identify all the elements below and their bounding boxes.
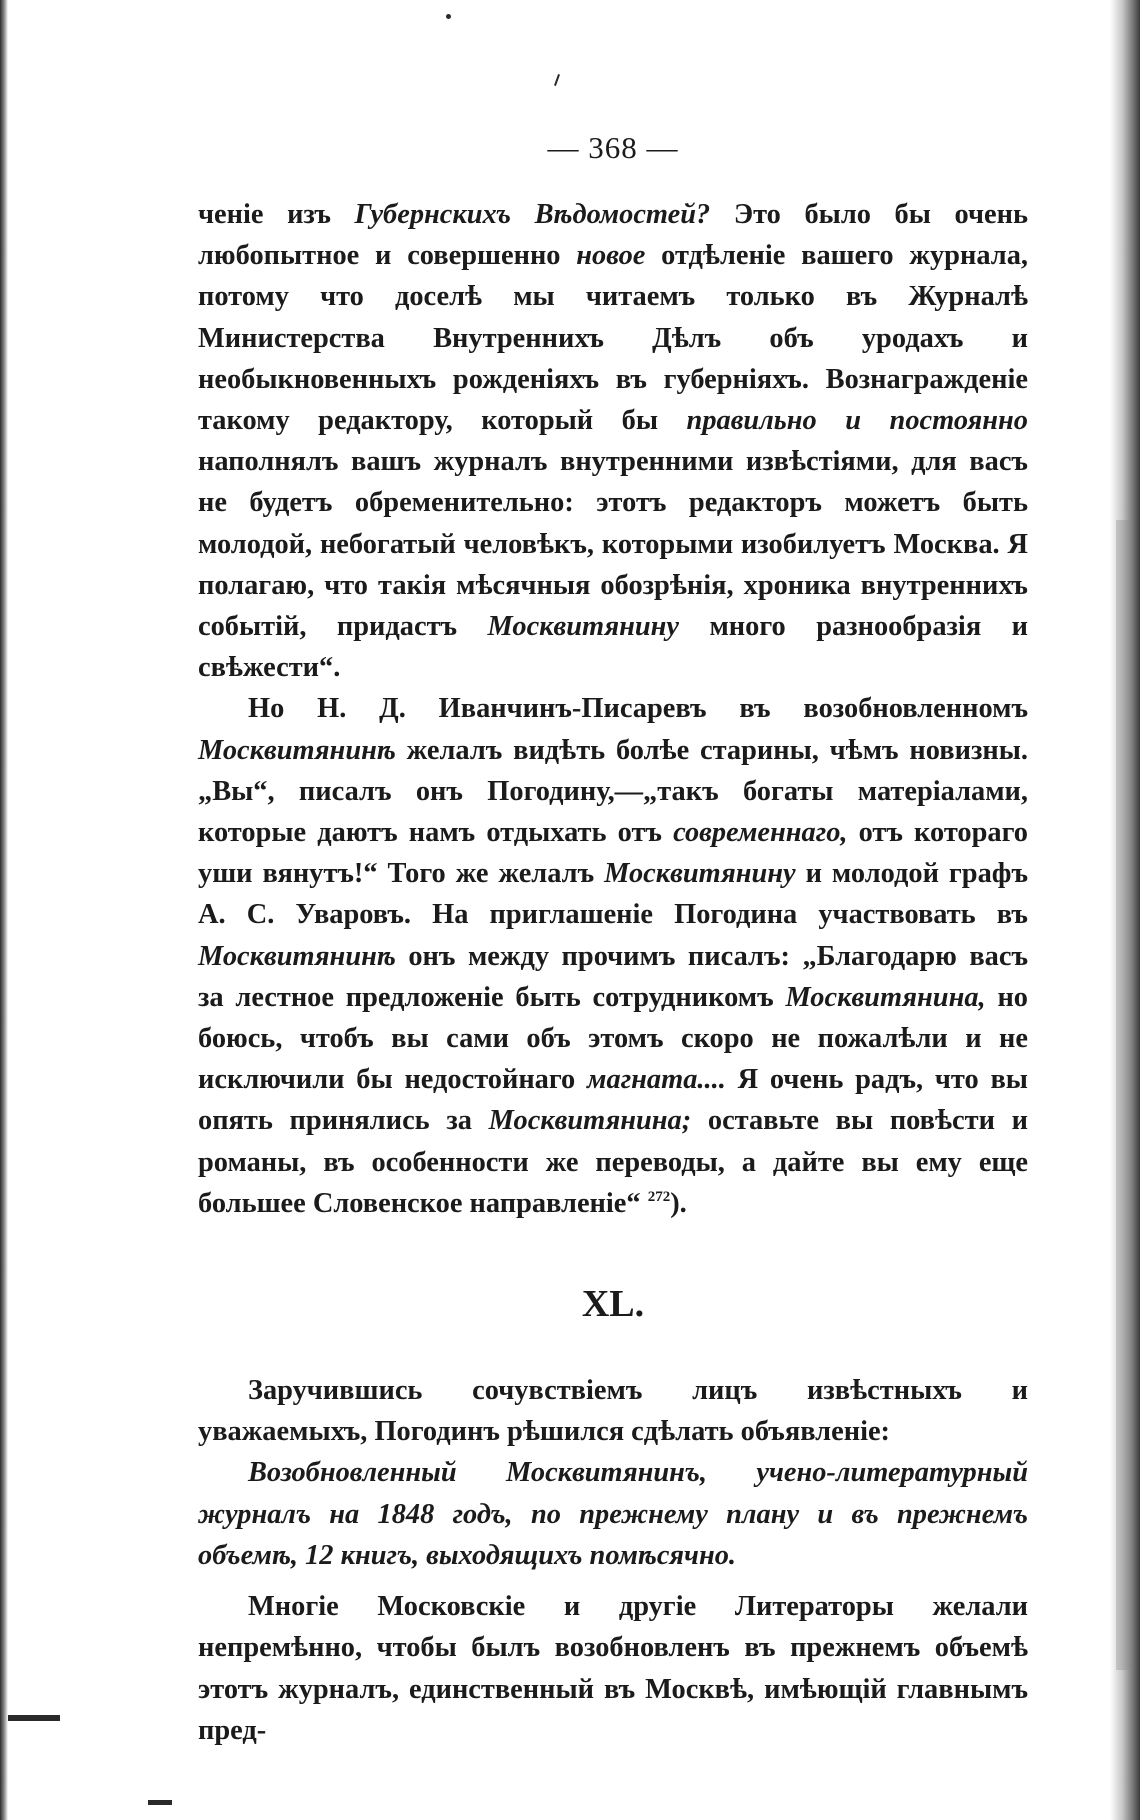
text-run: ). <box>670 1187 687 1219</box>
paragraph-1 <box>198 194 1028 688</box>
announcement-paragraph: Возобновленный Москвитянинъ, учено-литературный журналъ на 1848 годъ, по прежнему плану и въ прежнемъ объемѣ, 12 книгъ, выходящихъ помѣсячно. <box>198 1457 1028 1571</box>
italic-title: Губернскихъ Вѣдомостей? <box>354 199 711 230</box>
text-run: отдѣленіе вашего журнала, потому что доселѣ мы читаемъ только въ Журналѣ Министерства Внутреннихъ Дѣлъ объ уродахъ и необыкновенныхъ рожденіяхъ въ губерніяхъ. Вознагражденіе такому редактору, который бы <box>198 240 1028 437</box>
scan-mark-bottom <box>8 1715 60 1721</box>
scan-edge-shadow <box>1116 520 1130 1670</box>
text-run: Это было бы очень любопытное и совершенно <box>198 199 1028 272</box>
book-page <box>198 130 1028 1751</box>
italic-title: Москвитянину <box>604 858 796 890</box>
italic-word: магната.... <box>587 1064 726 1096</box>
italic-title: Москвитянина, <box>785 981 986 1013</box>
scan-mark-bottom <box>148 1800 172 1805</box>
italic-word: современнаго, <box>673 817 848 849</box>
italic-phrase: правильно и постоянно <box>686 405 1028 437</box>
text-run: оставьте вы повѣсти и романы, въ особенности же переводы, а дайте вы ему еще большее Словенское направленіе“ <box>198 1105 1028 1219</box>
scan-speck <box>446 14 451 19</box>
page-number: — 368 — <box>547 130 679 165</box>
text-run: ченіе изъ <box>198 199 355 230</box>
text-run: и молодой графъ А. С. Уваровъ. На приглашеніе Погодина участвовать въ <box>198 858 1028 931</box>
italic-title: Москвитянина; <box>488 1105 692 1137</box>
text-run: но боюсь, чтобъ вы сами объ этомъ скоро не пожалѣли и не исключили бы недостойнаго <box>198 981 1028 1096</box>
section-heading: XL. <box>581 1283 645 1326</box>
text-run: отъ котораго уши вянутъ!“ Того же желалъ <box>198 817 1028 890</box>
text-run: Я очень радъ, что вы опять принялись за <box>198 1064 1028 1137</box>
italic-title: Москвитянинѣ <box>198 940 396 972</box>
text-run: онъ между прочимъ писалъ: „Благодарю васъ за лестное предложеніе быть сотрудникомъ <box>198 940 1028 1013</box>
italic-title: Москвитянинѣ <box>198 734 396 766</box>
paragraph-3: Заручившись сочувствіемъ лицъ извѣстныхъ и уважаемыхъ, Погодинъ рѣшился сдѣлать объявленіе: <box>198 1375 1028 1448</box>
scan-edge-left <box>0 0 8 1820</box>
text-run: желалъ видѣть болѣе старины, чѣмъ новизны. „Вы“, писалъ онъ Погодину,—„такъ богаты матеріалами, которые даютъ намъ отдыхать отъ <box>198 734 1028 849</box>
text-run: Но Н. Д. Иванчинъ-Писаревъ въ возобновленномъ <box>248 693 1028 725</box>
footnote-ref: 272 <box>647 1188 671 1205</box>
italic-title: Москвитянину <box>487 611 680 643</box>
scan-speck <box>554 74 560 86</box>
text-run: наполнялъ вашъ журналъ внутренними извѣстіями, для васъ не будетъ обременительно: этотъ редакторъ можетъ быть молодой, небогатый человѣкъ, которыми изобилуетъ Москва. Я полагаю, что такія мѣсячныя обозрѣнія, хроника внутреннихъ событій, придастъ <box>198 446 1028 643</box>
italic-word: новое <box>576 240 646 272</box>
paragraph-4: Многіе Московскіе и другіе Литераторы желали непремѣнно, чтобы былъ возобновленъ въ прежнемъ объемѣ этотъ журналъ, единственный въ Москвѣ, имѣющій главнымъ пред- <box>198 1591 1028 1746</box>
text-run: много разнообразія и свѣжести“. <box>198 611 1028 684</box>
paragraph-2 <box>198 688 1028 1224</box>
